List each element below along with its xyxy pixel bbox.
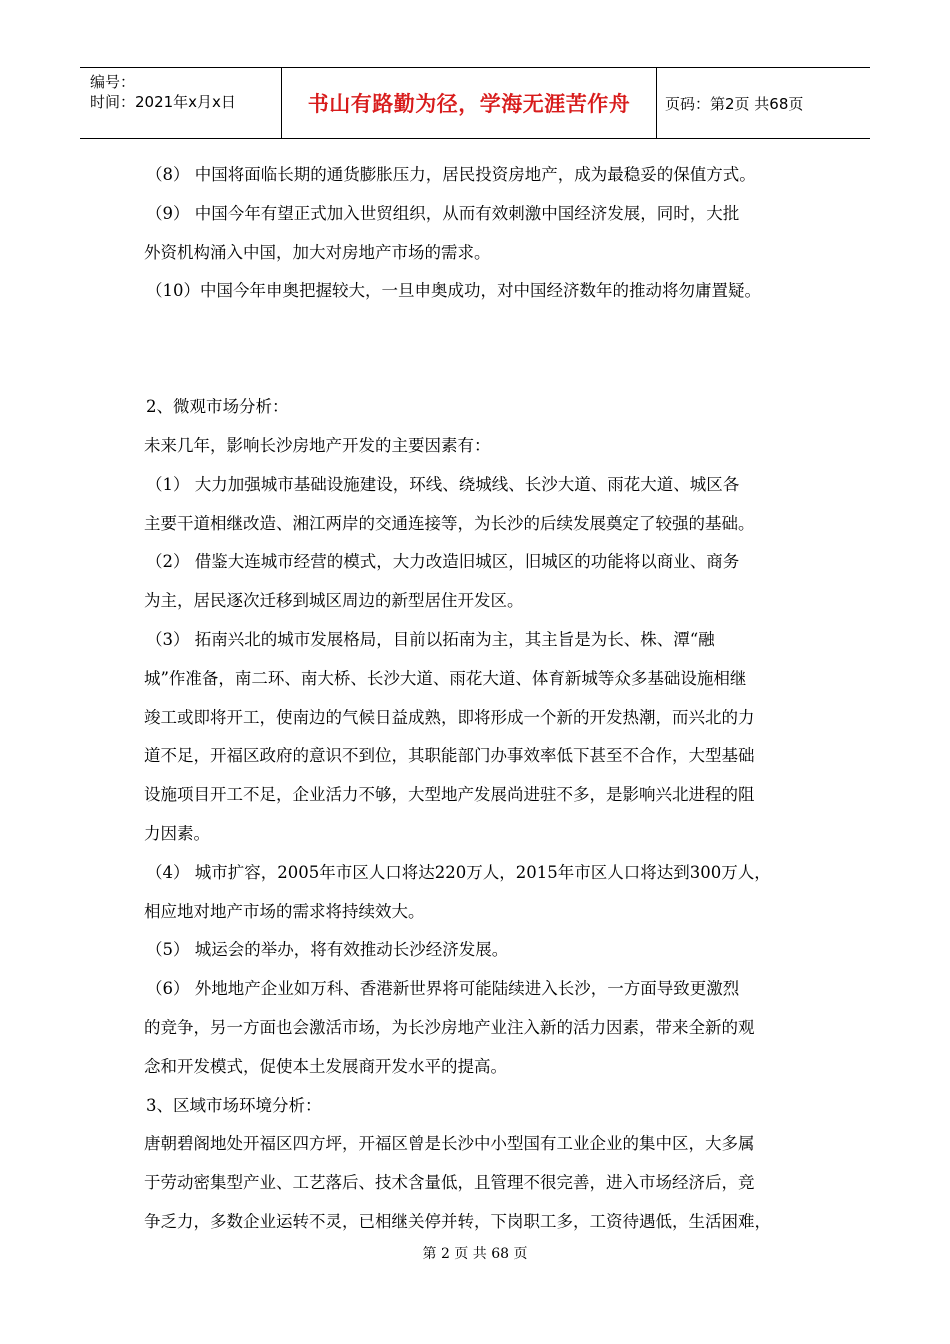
body-line: 竣工或即将开工，使南边的气候日益成熟，即将形成一个新的开发热潮，而兴北的力: [144, 707, 755, 727]
time-label: 时间：2021年x月x日: [90, 93, 236, 111]
body-line: （10）中国今年申奥把握较大，一旦申奥成功，对中国经济数年的推动将勿庸置疑。: [146, 281, 761, 301]
paragraph-gap: [146, 311, 806, 388]
section-heading: 2、微观市场分析：: [146, 397, 289, 417]
body-line: （8） 中国将面临长期的通货膨胀压力，居民投资房地产，成为最稳妥的保值方式。: [146, 165, 756, 184]
body-line: 为主，居民逐次迁移到城区周边的新型居住开发区。: [144, 591, 524, 611]
body-line: 争乏力，多数企业运转不灵，已相继关停并转，下岗职工多，工资待遇低，生活困难，: [144, 1211, 771, 1231]
body-line: 未来几年，影响长沙房地产开发的主要因素有：: [144, 435, 491, 455]
body-line: 唐朝碧阁地处开福区四方坪，开福区曾是长沙中小型国有工业企业的集中区，大多属: [144, 1134, 755, 1154]
page-footer: 第 2 页 共 68 页: [422, 1246, 528, 1262]
body-line: 的竞争，另一方面也会激活市场，为长沙房地产业注入新的活力因素，带来全新的观: [144, 1017, 755, 1037]
section-heading: 3、区域市场环境分析：: [146, 1095, 322, 1115]
body-line: 念和开发模式，促使本土发展商开发水平的提高。: [144, 1056, 507, 1076]
body-line: （4） 城市扩容，2005年市区人口将达220万人，2015年市区人口将达到300万人，: [146, 862, 771, 882]
body-line: 设施项目开工不足，企业活力不够，大型地产发展尚进驻不多，是影响兴北进程的阻: [144, 785, 755, 805]
body-line: 力因素。: [144, 823, 210, 843]
number-label: 编号：: [90, 73, 136, 91]
page-header: [80, 67, 870, 139]
body-line: 外资机构涌入中国，加大对房地产市场的需求。: [144, 242, 491, 262]
document-body: [146, 156, 806, 1242]
body-line: （5） 城运会的举办，将有效推动长沙经济发展。: [146, 940, 509, 960]
header-motto: 书山有路勤为径，学海无涯苦作舟: [282, 68, 657, 138]
body-line: （3） 拓南兴北的城市发展格局，目前以拓南为主，其主旨是为长、株、潭“融: [146, 629, 715, 649]
body-line: 城”作准备，南二环、南大桥、长沙大道、雨花大道、体育新城等众多基础设施相继: [144, 668, 747, 688]
header-meta: [80, 68, 282, 138]
body-line: 于劳动密集型产业、工艺落后、技术含量低，且管理不很完善，进入市场经济后，竞: [144, 1173, 755, 1193]
body-line: 道不足，开福区政府的意识不到位，其职能部门办事效率低下甚至不合作，大型基础: [144, 746, 755, 766]
header-page-info: 页码：第2页 共68页: [665, 94, 804, 113]
body-line: 主要干道相继改造、湘江两岸的交通连接等，为长沙的后续发展奠定了较强的基础。: [144, 513, 755, 533]
body-line: （9） 中国今年有望正式加入世贸组织，从而有效刺激中国经济发展，同时，大批: [146, 203, 740, 223]
body-line: （6） 外地地产企业如万科、香港新世界将可能陆续进入长沙，一方面导致更激烈: [146, 979, 740, 999]
body-line: （1） 大力加强城市基础设施建设，环线、绕城线、长沙大道、雨花大道、城区各: [146, 474, 740, 494]
body-line: （2） 借鉴大连城市经营的模式，大力改造旧城区，旧城区的功能将以商业、商务: [146, 552, 740, 572]
body-line: 相应地对地产市场的需求将持续效大。: [144, 901, 425, 921]
